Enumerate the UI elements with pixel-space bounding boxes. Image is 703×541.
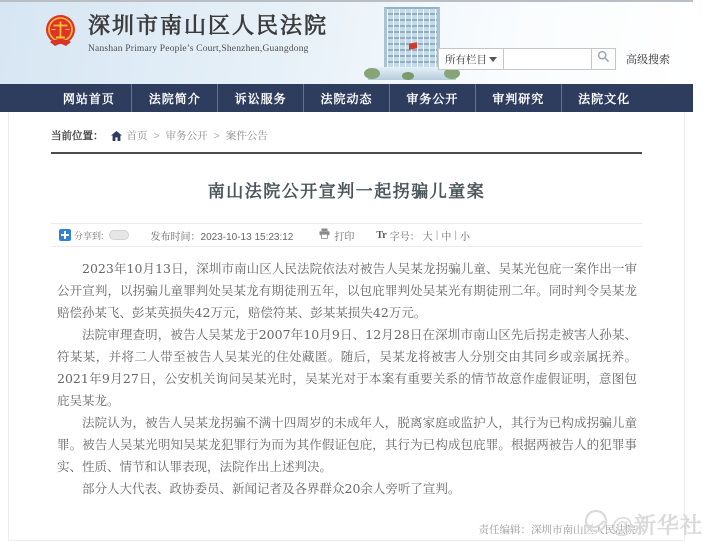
- tree: [402, 72, 414, 80]
- article-paragraph: 部分人大代表、政协委员、新闻记者及各界群众20余人旁听了宣判。: [82, 481, 461, 496]
- breadcrumb-link-judicial-openness[interactable]: 审务公开: [165, 130, 208, 142]
- font-size-control: [376, 228, 470, 243]
- nav-items: [47, 84, 647, 112]
- nav-item-home[interactable]: 网站首页: [62, 91, 115, 106]
- print-button[interactable]: [319, 228, 354, 243]
- font-size-label: 字号：: [389, 231, 420, 243]
- xinhua-watermark-text: @新华社: [611, 512, 703, 538]
- article-meta-bar: [51, 223, 642, 247]
- breadcrumb-link-case-announcements[interactable]: 案件公告: [225, 130, 268, 142]
- font-size-icon: Tr: [376, 229, 387, 241]
- font-size-large[interactable]: 大: [422, 231, 433, 243]
- font-size-separator: |: [454, 229, 457, 241]
- nav-item-court-culture[interactable]: 法院文化: [561, 84, 647, 112]
- nav-item-judicial-openness[interactable]: 审务公开: [389, 84, 475, 112]
- content-panel: [8, 112, 685, 541]
- font-size-small[interactable]: 小: [459, 231, 470, 243]
- article-paragraph: 法院认为，被告人吴某龙拐骗不满十四周岁的未成年人，脱离家庭或监护人，其行为已构成拐骗儿童罪。被告人吴某光明知吴某龙犯罪行为而为其作假证包庇，其行为已构成包庇罪。根据两被告人的犯罪事实、性质、情节和认罪表现，法院作出上述判决。: [57, 415, 637, 474]
- publish-time: [151, 228, 294, 243]
- divider-line: [51, 152, 642, 154]
- chevron-down-icon: [489, 57, 497, 66]
- site-header: [0, 0, 693, 84]
- editor-credit: 责任编辑：深圳市南山区人民法院: [478, 524, 636, 536]
- site-logo-link[interactable]: [42, 13, 328, 56]
- main-nav: [0, 84, 693, 112]
- brand-text: [88, 13, 328, 54]
- search-category-select[interactable]: [438, 48, 504, 70]
- red-flag: [409, 42, 417, 49]
- court-emblem-icon: [42, 13, 79, 56]
- article-paragraph: 法院审理查明，被告人吴某龙于2007年10月9日、12月28日在深圳市南山区先后拐走被害人孙某、符某某，并将二人带至被告人吴某光的住处藏匿。随后，吴某龙将被害人分别交由其同乡或亲属抚养。2021年9月27日，公安机关询问吴某光时，吴某光对于本案有重要关系的情节故意作虚假证明，意图包庇吴某龙。: [57, 327, 637, 408]
- font-size-medium[interactable]: 中: [441, 231, 452, 243]
- article-paragraph: 2023年10月13日，深圳市南山区人民法院依法对被告人吴某龙拐骗儿童、吴某光包庇一案作出一审公开宣判，以拐骗儿童罪判处吴某龙有期徒刑五年，以包庇罪判处吴某光有期徒刑二年。同时判令吴某龙赔偿孙某飞、彭某英损失42万元，赔偿符某、彭某某损失42万元。: [57, 261, 637, 320]
- article-body: [57, 258, 637, 500]
- search-input[interactable]: [504, 48, 592, 70]
- search-category-value: 所有栏目: [445, 53, 487, 66]
- search-icon: [597, 50, 610, 68]
- font-size-separator: |: [435, 229, 439, 241]
- share-icon[interactable]: [59, 229, 71, 241]
- nav-item-litigation-services[interactable]: 诉讼服务: [217, 84, 303, 112]
- page-title: 南山法院公开宣判一起拐骗儿童案: [207, 182, 486, 201]
- breadcrumb-prefix: 当前位置：: [51, 130, 104, 142]
- advanced-search-link[interactable]: 高级搜索: [626, 54, 670, 66]
- search-bar: [438, 48, 670, 70]
- breadcrumb: [51, 128, 642, 143]
- publish-time-label: 发布时间：: [150, 231, 201, 243]
- share-more-pill[interactable]: [109, 230, 129, 240]
- breadcrumb-separator: >: [153, 129, 160, 142]
- courthouse-building-image: [362, 4, 462, 84]
- breadcrumb-link-home[interactable]: 首页: [126, 130, 148, 142]
- publish-time-value: 2023-10-13 15:23:12: [200, 231, 294, 243]
- nav-item-trial-research[interactable]: 审判研究: [475, 84, 561, 112]
- nav-item-court-intro[interactable]: 法院简介: [131, 84, 217, 112]
- building-tower: [384, 7, 440, 69]
- nav-item-court-news[interactable]: 法院动态: [303, 84, 389, 112]
- site-title: 深圳市南山区人民法院: [88, 13, 329, 38]
- search-button[interactable]: [592, 48, 616, 70]
- printer-icon: [319, 228, 330, 242]
- breadcrumb-separator: >: [213, 129, 220, 142]
- tree: [364, 68, 380, 79]
- home-icon: [111, 131, 122, 141]
- share-widget[interactable]: [59, 229, 129, 242]
- share-label: 分享到:: [74, 230, 104, 241]
- print-label: 打印: [334, 231, 355, 243]
- site-subtitle: Nanshan Primary People’s Court,Shenzhen,Guangdong: [88, 44, 309, 55]
